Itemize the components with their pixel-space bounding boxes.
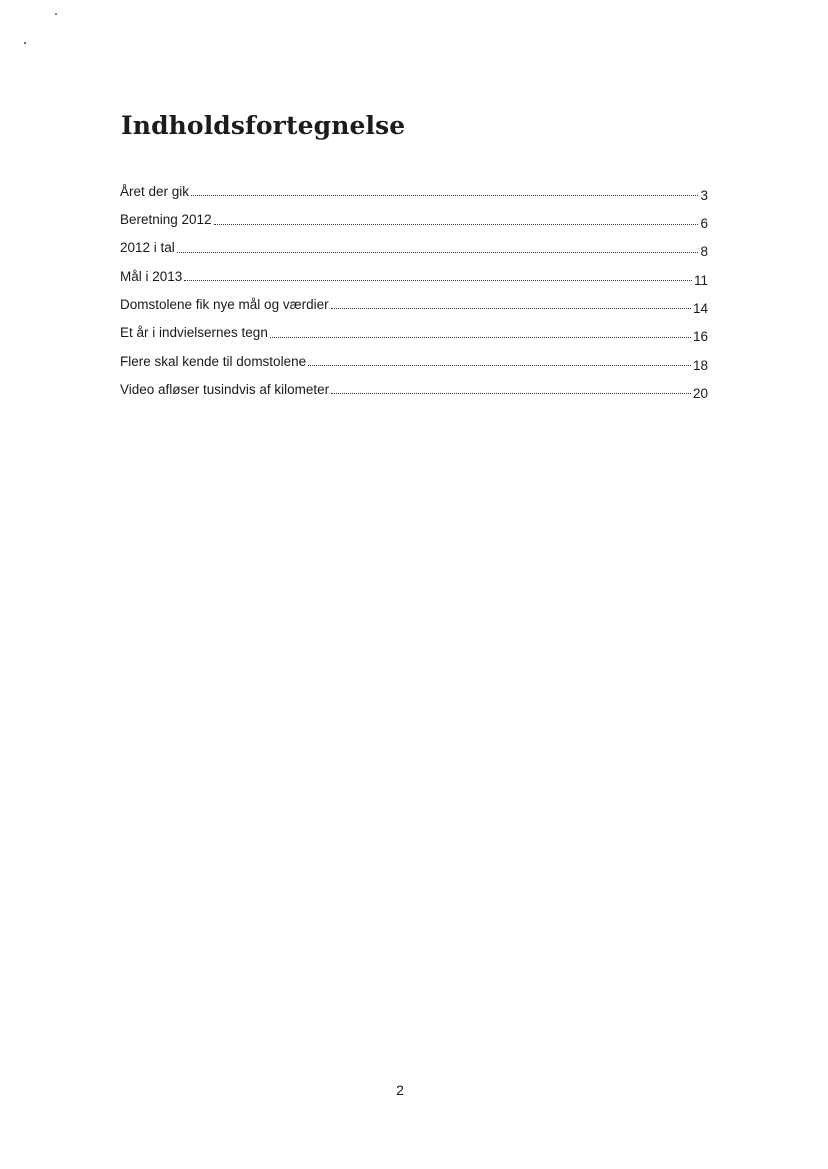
toc-entry[interactable] <box>120 176 708 204</box>
toc-entry-label: Flere skal kende til domstolene <box>120 353 307 369</box>
scan-speck <box>55 13 57 15</box>
toc-entry-page: 8 <box>700 244 708 260</box>
toc-entry-label: Mål i 2013 <box>120 268 183 284</box>
toc-entry[interactable] <box>120 317 708 345</box>
toc-entry-page: 16 <box>692 329 708 345</box>
toc-entry-label: 2012 i tal <box>120 240 175 256</box>
page-title: Indholdsfortegnelse <box>121 111 406 140</box>
toc-dot-leader <box>331 393 691 394</box>
toc-entry[interactable] <box>120 233 708 261</box>
toc-entry-label: Året der gik <box>120 183 190 199</box>
scan-speck <box>24 42 26 44</box>
toc-entry-page: 20 <box>692 385 708 401</box>
toc-entry[interactable] <box>120 204 708 232</box>
toc-dot-leader <box>214 224 699 225</box>
toc-entry[interactable] <box>120 374 708 402</box>
toc-entry[interactable] <box>120 346 708 374</box>
toc-entry-page: 11 <box>693 272 708 288</box>
toc-dot-leader <box>270 337 691 338</box>
toc-entry[interactable] <box>120 289 708 317</box>
toc-dot-leader <box>308 365 691 366</box>
toc-entry-page: 6 <box>700 216 708 232</box>
toc-entry-page: 18 <box>692 357 708 373</box>
toc-entry[interactable] <box>120 261 708 289</box>
toc-entry-page: 14 <box>692 300 708 316</box>
toc-entry-label: Video afløser tusindvis af kilometer <box>120 381 330 397</box>
table-of-contents <box>120 176 708 402</box>
toc-dot-leader <box>331 308 691 309</box>
toc-entry-label: Et år i indvielsernes tegn <box>120 325 268 341</box>
toc-dot-leader <box>177 252 699 253</box>
toc-dot-leader <box>191 195 698 196</box>
toc-dot-leader <box>184 280 692 281</box>
page-number: 2 <box>396 1082 404 1098</box>
toc-entry-page: 3 <box>700 187 708 203</box>
toc-entry-label: Domstolene fik nye mål og værdier <box>120 296 329 312</box>
toc-entry-label: Beretning 2012 <box>120 212 212 228</box>
